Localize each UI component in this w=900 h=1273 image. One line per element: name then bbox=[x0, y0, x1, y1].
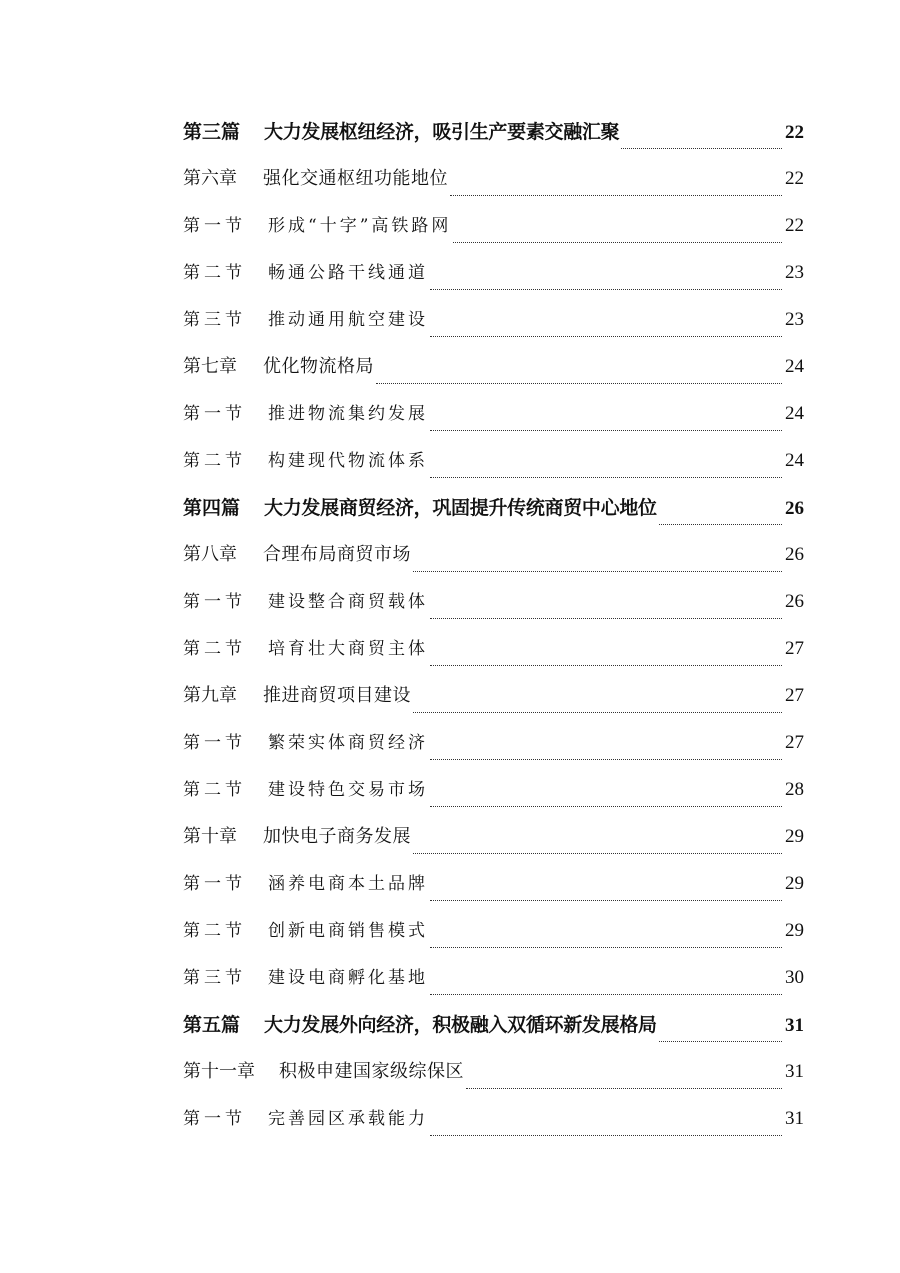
toc-entry-title: 强化交通枢纽功能地位 bbox=[263, 168, 448, 189]
dot-leader bbox=[430, 429, 782, 431]
toc-entry-number: 第五篇 bbox=[183, 1014, 241, 1036]
toc-entry-chapter[interactable] bbox=[183, 1056, 804, 1103]
dot-leader bbox=[430, 617, 782, 619]
toc-entry-page: 24 bbox=[785, 403, 804, 424]
toc-entry-title: 推动通用航空建设 bbox=[268, 310, 428, 330]
dot-leader bbox=[413, 852, 782, 854]
table-of-contents bbox=[183, 116, 804, 1150]
dot-leader bbox=[430, 664, 782, 666]
toc-entry-title: 完善园区承载能力 bbox=[268, 1109, 428, 1129]
dot-leader bbox=[413, 711, 782, 713]
toc-entry-part[interactable] bbox=[183, 116, 804, 163]
dot-leader bbox=[430, 758, 782, 760]
toc-entry-title: 推进商贸项目建设 bbox=[263, 685, 411, 706]
toc-entry-section[interactable] bbox=[183, 210, 804, 257]
toc-entry-page: 24 bbox=[785, 356, 804, 377]
toc-entry-number: 第十章 bbox=[183, 826, 237, 847]
dot-leader bbox=[413, 570, 782, 572]
toc-entry-section[interactable] bbox=[183, 586, 804, 633]
toc-entry-number: 第二节 bbox=[183, 780, 246, 800]
toc-entry-title: 涵养电商本土品牌 bbox=[268, 874, 428, 894]
toc-entry-page: 22 bbox=[785, 215, 804, 236]
toc-entry-number: 第二节 bbox=[183, 639, 246, 659]
toc-entry-title: 大力发展外向经济，积极融入双循环新发展格局 bbox=[264, 1014, 657, 1036]
toc-entry-number: 第六章 bbox=[183, 168, 237, 189]
toc-entry-chapter[interactable] bbox=[183, 163, 804, 210]
toc-entry-title: 培育壮大商贸主体 bbox=[268, 639, 428, 659]
dot-leader bbox=[453, 241, 782, 243]
toc-entry-page: 31 bbox=[785, 1061, 804, 1082]
dot-leader bbox=[659, 523, 782, 525]
toc-entry-page: 24 bbox=[785, 450, 804, 471]
toc-entry-page: 30 bbox=[785, 967, 804, 988]
dot-leader bbox=[430, 899, 782, 901]
toc-entry-title: 建设电商孵化基地 bbox=[268, 968, 428, 988]
toc-entry-number: 第一节 bbox=[183, 404, 246, 424]
toc-entry-number: 第三节 bbox=[183, 310, 246, 330]
toc-entry-title: 加快电子商务发展 bbox=[263, 826, 411, 847]
toc-entry-page: 28 bbox=[785, 779, 804, 800]
toc-entry-section[interactable] bbox=[183, 915, 804, 962]
toc-entry-page: 31 bbox=[785, 1015, 804, 1036]
toc-entry-number: 第二节 bbox=[183, 921, 246, 941]
dot-leader bbox=[430, 805, 782, 807]
toc-entry-number: 第一节 bbox=[183, 1109, 246, 1129]
toc-entry-number: 第二节 bbox=[183, 263, 246, 283]
dot-leader bbox=[430, 288, 782, 290]
toc-entry-page: 26 bbox=[785, 544, 804, 565]
toc-entry-section[interactable] bbox=[183, 727, 804, 774]
dot-leader bbox=[621, 147, 782, 149]
dot-leader bbox=[466, 1087, 782, 1089]
toc-entry-title: 创新电商销售模式 bbox=[268, 921, 428, 941]
toc-entry-section[interactable] bbox=[183, 1103, 804, 1150]
toc-entry-section[interactable] bbox=[183, 445, 804, 492]
dot-leader bbox=[430, 993, 782, 995]
toc-entry-number: 第四篇 bbox=[183, 497, 241, 519]
toc-entry-page: 23 bbox=[785, 262, 804, 283]
dot-leader bbox=[430, 476, 782, 478]
toc-entry-chapter[interactable] bbox=[183, 351, 804, 398]
toc-entry-title: 繁荣实体商贸经济 bbox=[268, 733, 428, 753]
toc-entry-number: 第三篇 bbox=[183, 121, 241, 143]
toc-entry-page: 29 bbox=[785, 920, 804, 941]
toc-entry-section[interactable] bbox=[183, 257, 804, 304]
dot-leader bbox=[430, 1134, 782, 1136]
toc-entry-title: 建设整合商贸载体 bbox=[268, 592, 428, 612]
toc-entry-title: 积极申建国家级综保区 bbox=[279, 1061, 464, 1082]
toc-entry-part[interactable] bbox=[183, 492, 804, 539]
toc-entry-number: 第九章 bbox=[183, 685, 237, 706]
toc-entry-title: 形成“十字”高铁路网 bbox=[268, 216, 452, 236]
toc-entry-title: 畅通公路干线通道 bbox=[268, 263, 428, 283]
toc-entry-title: 建设特色交易市场 bbox=[268, 780, 428, 800]
toc-entry-part[interactable] bbox=[183, 1009, 804, 1056]
toc-entry-chapter[interactable] bbox=[183, 821, 804, 868]
toc-entry-number: 第一节 bbox=[183, 592, 246, 612]
toc-entry-title: 推进物流集约发展 bbox=[268, 404, 428, 424]
toc-entry-number: 第二节 bbox=[183, 451, 246, 471]
toc-entry-page: 26 bbox=[785, 498, 804, 519]
dot-leader bbox=[376, 382, 782, 384]
toc-entry-page: 27 bbox=[785, 732, 804, 753]
toc-entry-section[interactable] bbox=[183, 962, 804, 1009]
toc-entry-number: 第一节 bbox=[183, 874, 246, 894]
toc-entry-page: 29 bbox=[785, 873, 804, 894]
dot-leader bbox=[659, 1040, 782, 1042]
toc-entry-section[interactable] bbox=[183, 774, 804, 821]
toc-entry-section[interactable] bbox=[183, 304, 804, 351]
toc-entry-number: 第七章 bbox=[183, 356, 237, 377]
toc-entry-section[interactable] bbox=[183, 633, 804, 680]
toc-entry-title: 构建现代物流体系 bbox=[268, 451, 428, 471]
toc-entry-chapter[interactable] bbox=[183, 680, 804, 727]
toc-entry-title: 大力发展商贸经济，巩固提升传统商贸中心地位 bbox=[264, 497, 657, 519]
dot-leader bbox=[430, 946, 782, 948]
toc-entry-number: 第十一章 bbox=[183, 1061, 255, 1082]
toc-entry-title: 优化物流格局 bbox=[263, 356, 374, 377]
toc-entry-section[interactable] bbox=[183, 398, 804, 445]
toc-entry-title: 大力发展枢纽经济，吸引生产要素交融汇聚 bbox=[264, 121, 620, 143]
toc-entry-page: 22 bbox=[785, 168, 804, 189]
toc-entry-page: 26 bbox=[785, 591, 804, 612]
toc-entry-number: 第一节 bbox=[183, 733, 246, 753]
toc-entry-page: 22 bbox=[785, 122, 804, 143]
toc-entry-number: 第三节 bbox=[183, 968, 246, 988]
toc-entry-chapter[interactable] bbox=[183, 539, 804, 586]
toc-entry-page: 29 bbox=[785, 826, 804, 847]
toc-entry-title: 合理布局商贸市场 bbox=[263, 544, 411, 565]
dot-leader bbox=[450, 194, 782, 196]
toc-entry-page: 27 bbox=[785, 685, 804, 706]
toc-entry-page: 23 bbox=[785, 309, 804, 330]
dot-leader bbox=[430, 335, 782, 337]
toc-entry-number: 第一节 bbox=[183, 216, 246, 236]
toc-entry-page: 31 bbox=[785, 1108, 804, 1129]
toc-entry-section[interactable] bbox=[183, 868, 804, 915]
toc-entry-page: 27 bbox=[785, 638, 804, 659]
toc-entry-number: 第八章 bbox=[183, 544, 237, 565]
